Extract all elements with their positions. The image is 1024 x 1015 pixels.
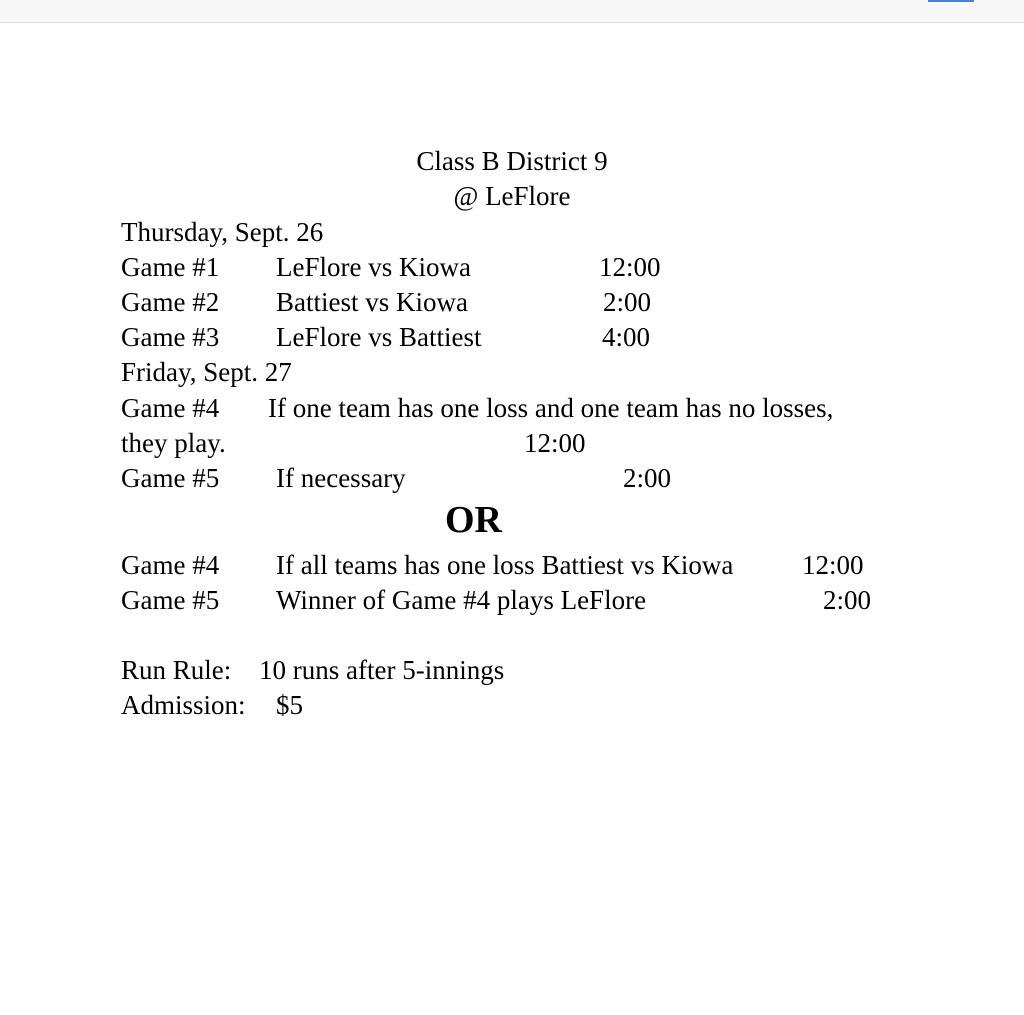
game-time: 4:00 (602, 322, 651, 352)
or-divider: OR (445, 499, 502, 541)
game-label: Game #4 (121, 550, 220, 580)
run-rule-label: Run Rule: (121, 655, 232, 685)
game-description: If all teams has one loss Battiest vs Kiowa (276, 550, 734, 580)
game-description: LeFlore vs Kiowa (276, 252, 471, 282)
game-description: Winner of Game #4 plays LeFlore (276, 585, 647, 615)
admission-label: Admission: (121, 690, 246, 720)
game-time: 2:00 (823, 585, 872, 615)
game-label: Game #2 (121, 287, 220, 317)
game-time: 12:00 (802, 550, 864, 580)
game-label: Game #5 (121, 463, 220, 493)
admission-value: $5 (276, 690, 303, 720)
game-description: LeFlore vs Battiest (276, 322, 482, 352)
game-time: 2:00 (603, 287, 652, 317)
game-description: Battiest vs Kiowa (276, 287, 468, 317)
game-time: 12:00 (599, 252, 661, 282)
game-label: Game #3 (121, 322, 220, 352)
game-label: Game #4 (121, 393, 220, 423)
game-time: 12:00 (524, 428, 586, 458)
document-title: Class B District 9 (416, 146, 608, 176)
game-description: If one team has one loss and one team has no losses, (268, 393, 834, 423)
game-description: If necessary (276, 463, 406, 493)
game-label: Game #1 (121, 252, 220, 282)
document-location: @ LeFlore (453, 181, 571, 211)
game-description-continued: they play. (121, 428, 226, 458)
game-label: Game #5 (121, 585, 220, 615)
run-rule-value: 10 runs after 5-innings (259, 655, 505, 685)
game-time: 2:00 (623, 463, 672, 493)
friday-date: Friday, Sept. 27 (121, 357, 292, 387)
thursday-date: Thursday, Sept. 26 (121, 217, 324, 247)
